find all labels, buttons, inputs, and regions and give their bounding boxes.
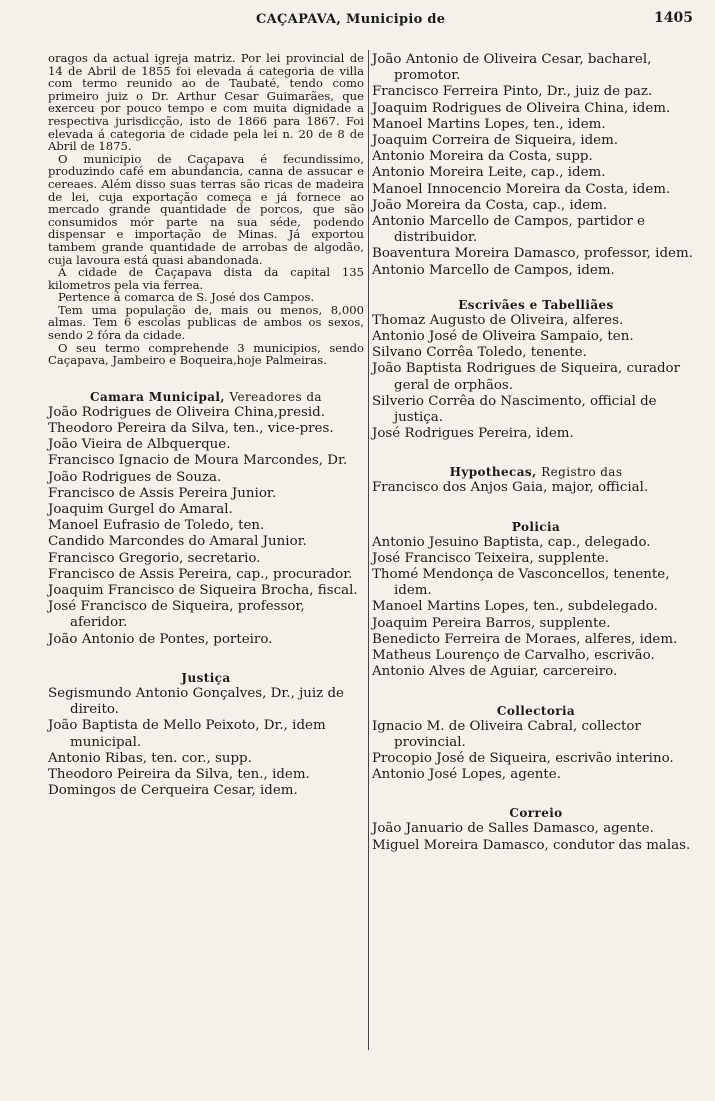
left-column [48, 52, 364, 799]
list-item: Procopio José de Siqueira, escrivão interino. [372, 750, 674, 766]
escrivaes-list [372, 313, 700, 443]
section-title: Justiça [181, 670, 231, 685]
list-item: Benedicto Ferreira de Moraes, alferes, idem. [372, 631, 678, 647]
section-title: Hypothecas, [449, 465, 537, 480]
list-item: Candido Marcondes do Amaral Junior. [48, 534, 307, 550]
list-item: João Rodrigues de Oliveira China,presid. [48, 404, 325, 420]
list-item: João Antonio de Oliveira Cesar, bacharel, promotor. [372, 52, 652, 84]
right-column [372, 52, 700, 854]
intro-paragraph: Pertence á comarca de S. José dos Campos. [58, 290, 315, 305]
section-title: Escrivães e Tabelliães [458, 297, 614, 312]
section-title: Correio [509, 806, 563, 821]
running-title: CAÇAPAVA, Municipio de [256, 12, 446, 27]
list-item: Thomé Mendonça de Vasconcellos, tenente, idem. [372, 567, 670, 599]
section-heading-collectoria [372, 703, 700, 719]
intro-paragraph: O seu termo comprehende 3 municipios, sendo Caçapava, Jambeiro e Boqueira,hoje Palmeiras. [48, 340, 364, 368]
intro-paragraph: A cidade de Caçapava dista da capital 135 kilometros pela via ferrea. [48, 265, 364, 292]
section-heading-justica [48, 670, 364, 686]
column-divider [368, 50, 369, 1050]
section-title: Camara Municipal, [90, 389, 225, 404]
section-heading-hypothecas [372, 464, 700, 480]
list-item: Miguel Moreira Damasco, condutor das malas. [372, 837, 691, 853]
list-item: Silvano Corrêa Toledo, tenente. [372, 345, 587, 361]
list-item: Francisco Ferreira Pinto, Dr., juiz de paz. [372, 84, 653, 100]
intro-paragraph: Tem uma população de, mais ou menos, 8,000 almas. Tem 6 escolas publicas de ambos os sexos, sendo 2 fóra da cidade. [48, 302, 364, 343]
intro-paragraph: O municipio de Caçapava é fecundissimo, produzindo café em abundancia, canna de assucar e cereaes. Além disso suas terras são ricas de madeira de lei, cuja exportação começa e já fornece ao mercado grande quantidade de porcos, que são consumidos mór parte na sua séde, podendo dispensar e importação de Minas. Já exportou tambem grande quantidade de arrobas de algodão, cuja lavoura está quasi abandonada. [48, 151, 364, 267]
list-item: Francisco de Assis Pereira Junior. [48, 485, 277, 501]
justica-continued-list [372, 52, 700, 279]
list-item: João Januario de Salles Damasco, agente. [372, 821, 654, 837]
section-heading-camara [48, 389, 364, 405]
justica-list [48, 686, 364, 799]
list-item: Domingos de Cerqueira Cesar, idem. [48, 783, 298, 799]
list-item: Thomaz Augusto de Oliveira, alferes. [372, 312, 624, 328]
page-number: 1405 [654, 10, 693, 26]
policia-list [372, 535, 700, 681]
list-item: Silverio Corrêa do Nascimento, official de justiça. [372, 393, 657, 426]
list-item: Matheus Lourenço de Carvalho, escrivão. [372, 648, 655, 664]
section-title: Policia [511, 519, 561, 534]
list-item: Joaquim Pereira Barros, supplente. [372, 615, 611, 631]
intro-paragraph: oragos da actual igreja matriz. Por lei provincial de 14 de Abril de 1855 foi elevada á categoria de villa com termo reunido ao de Taubaté, tendo como primeiro juiz o Dr. Arthur Cesar Guimarães, que exerceu por pouco tempo e com muita dignidade a respectiva jurisdicção, isto de 1866 para 1867. Foi elevada á categoria de cidade pela lei n. 20 de 8 de Abril de 1875. [48, 51, 364, 154]
list-item: Ignacio M. de Oliveira Cabral, collector provincial. [372, 718, 641, 750]
list-item: Boaventura Moreira Damasco, professor, idem. [372, 246, 693, 262]
list-item: Joaquim Francisco de Siqueira Brocha, fiscal. [48, 583, 358, 599]
list-item: João Vieira de Albquerque. [48, 437, 231, 453]
list-item: João Baptista Rodrigues de Siqueira, curador geral de orphãos. [372, 361, 680, 393]
intro-text [48, 52, 364, 367]
list-item: Manoel Innocencio Moreira da Costa, idem. [372, 181, 671, 197]
list-item: João Rodrigues de Souza. [48, 469, 222, 485]
correio-list [372, 821, 700, 853]
list-item: José Francisco Teixeira, supplente. [372, 550, 610, 566]
list-item: Antonio Jesuino Baptista, cap., delegado. [372, 534, 651, 550]
section-title: Collectoria [496, 703, 576, 718]
list-item: Antonio Ribas, ten. cor., supp. [48, 750, 252, 766]
page-header [46, 8, 705, 34]
list-item: Antonio José Lopes, agente. [372, 767, 561, 783]
list-item: José Francisco de Siqueira, professor, aferidor. [48, 599, 305, 631]
list-item: Joaquim Gurgel do Amaral. [48, 502, 233, 518]
camara-list [48, 405, 364, 648]
list-item: João Moreira da Costa, cap., idem. [372, 197, 608, 213]
section-heading-policia [372, 519, 700, 535]
list-item: Francisco dos Anjos Gaia, major, official. [372, 480, 649, 496]
list-item: Antonio Moreira Leite, cap., idem. [372, 165, 606, 181]
list-item: João Antonio de Pontes, porteiro. [48, 631, 273, 647]
list-item: Manoel Eufrasio de Toledo, ten. [48, 518, 265, 534]
list-item: Joaquim Correira de Siqueira, idem. [372, 133, 619, 149]
collectoria-list [372, 719, 700, 784]
list-item: Francisco Gregorio, secretario. [48, 550, 261, 566]
list-item: Francisco Ignacio de Moura Marcondes, Dr. [48, 453, 348, 469]
section-subtitle: Registro das [541, 465, 623, 480]
list-item: Antonio Marcello de Campos, idem. [372, 262, 615, 278]
list-item: Antonio Moreira da Costa, supp. [372, 149, 593, 165]
section-heading-escrivaes [372, 297, 700, 313]
list-item: Segismundo Antonio Gonçalves, Dr., juiz de direito. [48, 685, 344, 718]
list-item: Manoel Martins Lopes, ten., subdelegado. [372, 599, 658, 615]
list-item: Francisco de Assis Pereira, cap., procurador. [48, 566, 353, 582]
list-item: Theodoro Peireira da Silva, ten., idem. [48, 766, 310, 782]
list-item: Theodoro Pereira da Silva, ten., vice-pres. [48, 421, 334, 437]
list-item: Antonio Alves de Aguiar, carcereiro. [372, 664, 618, 680]
list-item: José Rodrigues Pereira, idem. [372, 426, 574, 442]
section-heading-correio [372, 805, 700, 821]
hypothecas-list [372, 480, 700, 496]
list-item: Manoel Martins Lopes, ten., idem. [372, 116, 606, 132]
section-subtitle: Vereadores da [229, 389, 322, 404]
list-item: Antonio Marcello de Campos, partidor e distribuidor. [372, 214, 645, 246]
list-item: João Baptista de Mello Peixoto, Dr., idem municipal. [48, 718, 326, 750]
list-item: Joaquim Rodrigues de Oliveira China, idem. [372, 100, 671, 116]
list-item: Antonio José de Oliveira Sampaio, ten. [372, 329, 634, 345]
